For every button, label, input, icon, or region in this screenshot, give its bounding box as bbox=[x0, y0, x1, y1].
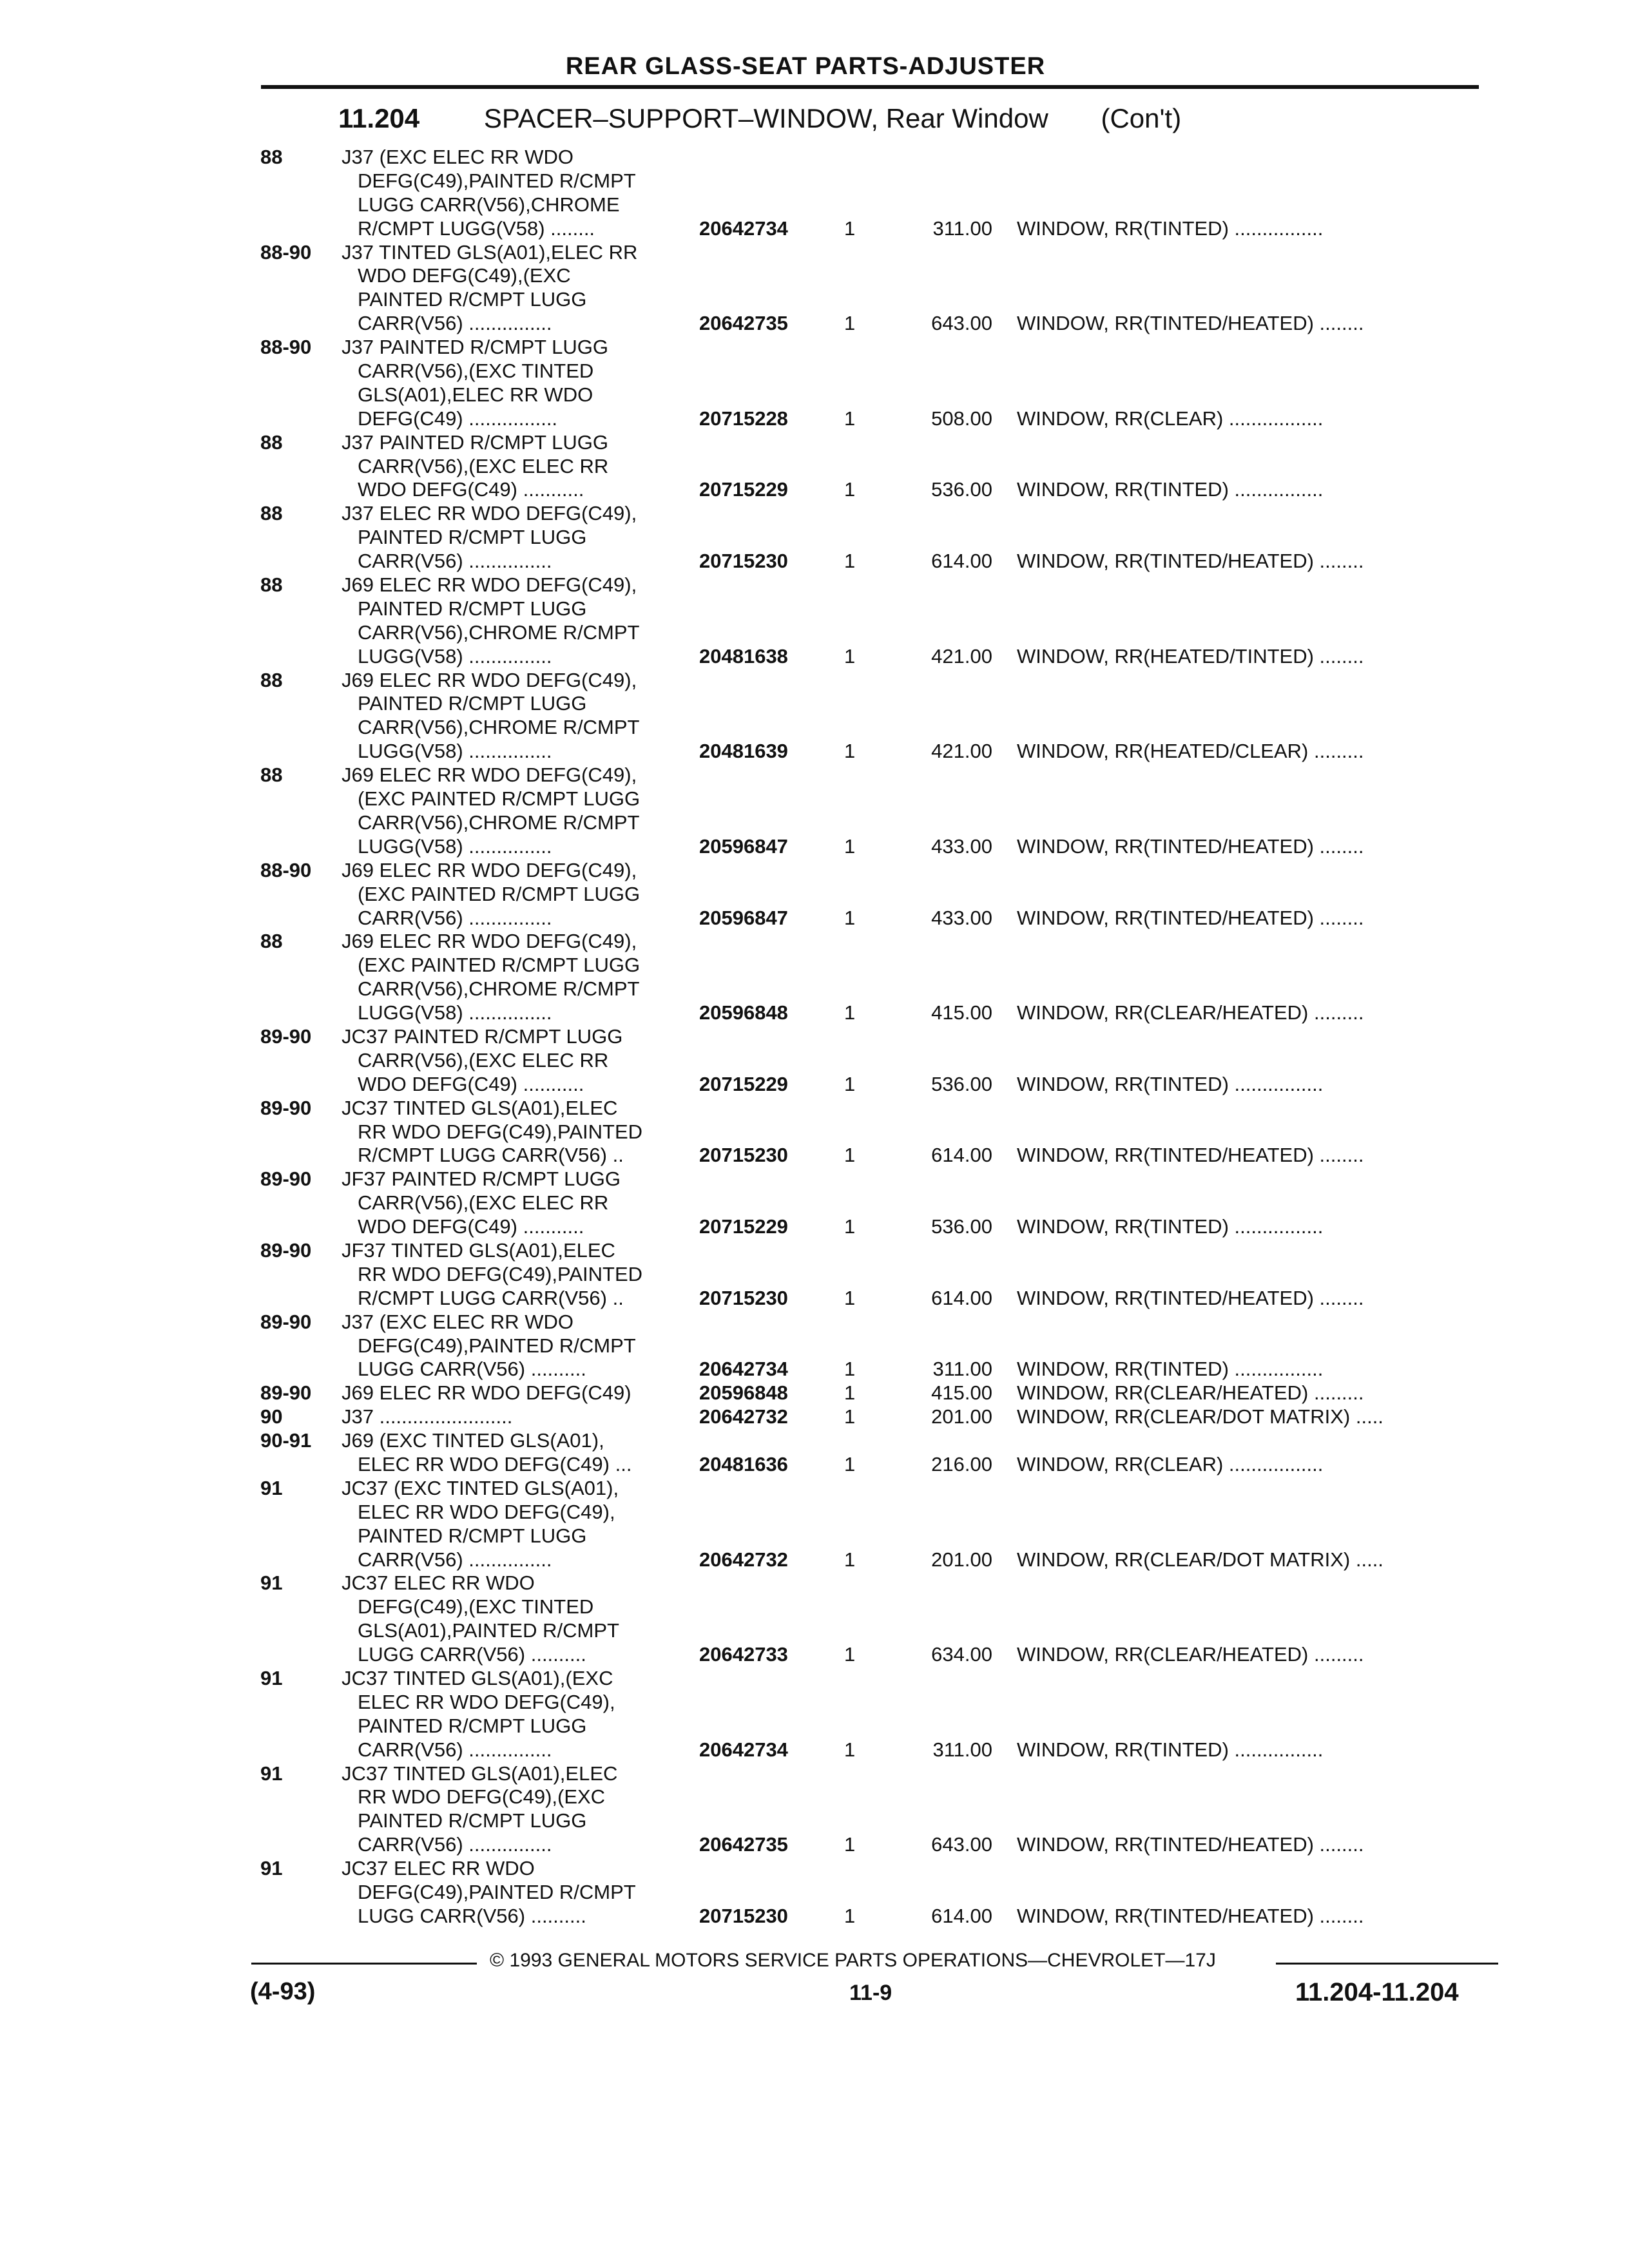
quantity-cell: 1 bbox=[844, 1381, 856, 1405]
description-cell: J37 ELEC RR WDO DEFG(C49), bbox=[342, 502, 637, 525]
table-row bbox=[0, 1287, 1629, 1311]
table-row bbox=[0, 312, 1629, 336]
quantity-cell: 1 bbox=[844, 312, 856, 335]
part-name-cell: WINDOW, RR(TINTED) ................ bbox=[1017, 478, 1324, 501]
part-name-cell: WINDOW, RR(TINTED) ................ bbox=[1017, 216, 1324, 240]
price-cell: 508.00 bbox=[931, 407, 992, 430]
price-cell: 614.00 bbox=[931, 1144, 992, 1167]
table-row bbox=[0, 787, 1629, 811]
quantity-cell: 1 bbox=[844, 1144, 856, 1167]
part-name-cell: WINDOW, RR(TINTED) ................ bbox=[1017, 1738, 1324, 1761]
table-row bbox=[0, 1833, 1629, 1857]
section-heading bbox=[338, 103, 1181, 134]
description-cell: PAINTED R/CMPT LUGG bbox=[358, 692, 587, 715]
table-row bbox=[0, 621, 1629, 645]
part-number-cell: 20642734 bbox=[699, 216, 788, 240]
description-cell: CARR(V56),(EXC ELEC RR bbox=[358, 454, 609, 477]
description-cell: JC37 TINTED GLS(A01),ELEC bbox=[342, 1096, 618, 1119]
description-cell: JC37 (EXC TINTED GLS(A01), bbox=[342, 1476, 619, 1499]
description-cell: (EXC PAINTED R/CMPT LUGG bbox=[358, 882, 641, 905]
description-cell: GLS(A01),ELEC RR WDO bbox=[358, 383, 593, 406]
part-name-cell: WINDOW, RR(HEATED/TINTED) ........ bbox=[1017, 644, 1364, 668]
table-row bbox=[0, 1049, 1629, 1073]
description-cell: JC37 ELEC RR WDO bbox=[342, 1571, 535, 1595]
quantity-cell: 1 bbox=[844, 1548, 856, 1571]
description-cell: CARR(V56),(EXC ELEC RR bbox=[358, 1048, 609, 1072]
quantity-cell: 1 bbox=[844, 1001, 856, 1024]
quantity-cell: 1 bbox=[844, 644, 856, 668]
table-row bbox=[0, 1881, 1629, 1905]
quantity-cell: 1 bbox=[844, 1738, 856, 1761]
table-row bbox=[0, 217, 1629, 241]
year-cell: 88-90 bbox=[260, 240, 312, 264]
year-cell: 89-90 bbox=[260, 1096, 312, 1119]
part-name-cell: WINDOW, RR(TINTED) ................ bbox=[1017, 1358, 1324, 1381]
section-number: 11.204 bbox=[338, 103, 420, 133]
quantity-cell: 1 bbox=[844, 1072, 856, 1095]
description-cell: CARR(V56),CHROME R/CMPT bbox=[358, 620, 640, 644]
quantity-cell: 1 bbox=[844, 1452, 856, 1475]
table-row bbox=[0, 1643, 1629, 1667]
year-cell: 89-90 bbox=[260, 1381, 312, 1405]
description-cell: LUGG CARR(V56) .......... bbox=[358, 1358, 586, 1381]
part-name-cell: WINDOW, RR(CLEAR/DOT MATRIX) ..... bbox=[1017, 1548, 1383, 1571]
table-row bbox=[0, 1311, 1629, 1334]
description-cell: RR WDO DEFG(C49),PAINTED bbox=[358, 1262, 643, 1285]
description-cell: ELEC RR WDO DEFG(C49), bbox=[358, 1500, 615, 1523]
price-cell: 643.00 bbox=[931, 1833, 992, 1856]
table-row bbox=[0, 1595, 1629, 1619]
table-row bbox=[0, 1381, 1629, 1405]
price-cell: 216.00 bbox=[931, 1452, 992, 1475]
table-row bbox=[0, 502, 1629, 526]
description-cell: JC37 TINTED GLS(A01),ELEC bbox=[342, 1762, 618, 1785]
price-cell: 643.00 bbox=[931, 312, 992, 335]
table-row bbox=[0, 1429, 1629, 1453]
table-row bbox=[0, 1762, 1629, 1786]
description-cell: R/CMPT LUGG(V58) ........ bbox=[358, 216, 595, 240]
description-cell: WDO DEFG(C49) ........... bbox=[358, 1215, 584, 1238]
section-description: SPACER–SUPPORT–WINDOW, Rear Window bbox=[483, 103, 1048, 133]
description-cell: (EXC PAINTED R/CMPT LUGG bbox=[358, 954, 641, 977]
quantity-cell: 1 bbox=[844, 740, 856, 763]
price-cell: 311.00 bbox=[932, 1358, 992, 1381]
part-name-cell: WINDOW, RR(CLEAR/HEATED) ......... bbox=[1017, 1643, 1364, 1666]
section-continued: (Con't) bbox=[1101, 103, 1182, 133]
table-row bbox=[0, 1120, 1629, 1144]
table-row bbox=[0, 336, 1629, 360]
table-row bbox=[0, 883, 1629, 907]
table-row bbox=[0, 597, 1629, 621]
table-row bbox=[0, 1144, 1629, 1168]
part-name-cell: WINDOW, RR(TINTED) ................ bbox=[1017, 1215, 1324, 1238]
part-number-cell: 20596847 bbox=[699, 834, 788, 858]
year-cell: 90-91 bbox=[260, 1429, 312, 1452]
table-row bbox=[0, 1001, 1629, 1025]
table-row bbox=[0, 264, 1629, 288]
table-row bbox=[0, 1738, 1629, 1762]
table-row bbox=[0, 716, 1629, 740]
table-row bbox=[0, 977, 1629, 1001]
table-row bbox=[0, 692, 1629, 716]
table-row bbox=[0, 455, 1629, 479]
price-cell: 614.00 bbox=[931, 1904, 992, 1927]
part-number-cell: 20642732 bbox=[699, 1548, 788, 1571]
part-name-cell: WINDOW, RR(TINTED/HEATED) ........ bbox=[1017, 550, 1364, 573]
table-row bbox=[0, 1073, 1629, 1097]
table-row bbox=[0, 1239, 1629, 1263]
description-cell: CARR(V56),CHROME R/CMPT bbox=[358, 811, 640, 834]
year-cell: 88 bbox=[260, 430, 283, 454]
table-row bbox=[0, 360, 1629, 383]
part-name-cell: WINDOW, RR(TINTED/HEATED) ........ bbox=[1017, 312, 1364, 335]
year-cell: 89-90 bbox=[260, 1238, 312, 1262]
quantity-cell: 1 bbox=[844, 1833, 856, 1856]
description-cell: J69 ELEC RR WDO DEFG(C49), bbox=[342, 573, 637, 597]
quantity-cell: 1 bbox=[844, 1286, 856, 1309]
table-row bbox=[0, 478, 1629, 502]
description-cell: RR WDO DEFG(C49),(EXC bbox=[358, 1785, 606, 1809]
description-cell: J37 ........................ bbox=[342, 1405, 513, 1428]
description-cell: LUGG CARR(V56) .......... bbox=[358, 1904, 586, 1927]
table-row bbox=[0, 1715, 1629, 1738]
table-row bbox=[0, 431, 1629, 455]
description-cell: RR WDO DEFG(C49),PAINTED bbox=[358, 1120, 643, 1143]
description-cell: PAINTED R/CMPT LUGG bbox=[358, 1524, 587, 1547]
description-cell: ELEC RR WDO DEFG(C49), bbox=[358, 1690, 615, 1713]
table-row bbox=[0, 954, 1629, 977]
price-cell: 201.00 bbox=[931, 1548, 992, 1571]
year-cell: 88-90 bbox=[260, 336, 312, 359]
description-cell: PAINTED R/CMPT LUGG bbox=[358, 526, 587, 549]
price-cell: 614.00 bbox=[931, 550, 992, 573]
year-cell: 88 bbox=[260, 930, 283, 953]
part-name-cell: WINDOW, RR(HEATED/CLEAR) ......... bbox=[1017, 740, 1364, 763]
year-cell: 88 bbox=[260, 573, 283, 597]
quantity-cell: 1 bbox=[844, 1405, 856, 1428]
description-cell: DEFG(C49),PAINTED R/CMPT bbox=[358, 1881, 636, 1904]
price-cell: 311.00 bbox=[932, 216, 992, 240]
description-cell: JC37 ELEC RR WDO bbox=[342, 1857, 535, 1880]
part-number-cell: 20715230 bbox=[699, 550, 788, 573]
description-cell: J69 ELEC RR WDO DEFG(C49), bbox=[342, 930, 637, 953]
table-row bbox=[0, 907, 1629, 930]
table-row bbox=[0, 835, 1629, 859]
description-cell: DEFG(C49) ................ bbox=[358, 407, 558, 430]
year-cell: 89-90 bbox=[260, 1024, 312, 1048]
description-cell: LUGG(V58) ............... bbox=[358, 644, 552, 668]
part-name-cell: WINDOW, RR(TINTED/HEATED) ........ bbox=[1017, 906, 1364, 929]
year-cell: 91 bbox=[260, 1762, 283, 1785]
description-cell: DEFG(C49),PAINTED R/CMPT bbox=[358, 169, 636, 192]
year-cell: 91 bbox=[260, 1571, 283, 1595]
year-cell: 88 bbox=[260, 764, 283, 787]
part-number-cell: 20481636 bbox=[699, 1452, 788, 1475]
part-number-cell: 20715230 bbox=[699, 1904, 788, 1927]
price-cell: 614.00 bbox=[931, 1286, 992, 1309]
description-cell: J37 (EXC ELEC RR WDO bbox=[342, 146, 574, 168]
part-number-cell: 20596848 bbox=[699, 1381, 788, 1405]
table-row bbox=[0, 930, 1629, 954]
description-cell: J69 ELEC RR WDO DEFG(C49), bbox=[342, 668, 637, 691]
price-cell: 433.00 bbox=[931, 906, 992, 929]
quantity-cell: 1 bbox=[844, 550, 856, 573]
description-cell: CARR(V56) ............... bbox=[358, 550, 552, 573]
part-number-cell: 20715230 bbox=[699, 1286, 788, 1309]
footer-copyright: © 1993 GENERAL MOTORS SERVICE PARTS OPERATIONS—CHEVROLET—17J bbox=[490, 1950, 1216, 1971]
header-rule bbox=[261, 85, 1479, 89]
table-row bbox=[0, 146, 1629, 169]
quantity-cell: 1 bbox=[844, 1643, 856, 1666]
year-cell: 88 bbox=[260, 502, 283, 525]
table-row bbox=[0, 1263, 1629, 1287]
price-cell: 415.00 bbox=[931, 1001, 992, 1024]
table-row bbox=[0, 1405, 1629, 1429]
part-number-cell: 20642732 bbox=[699, 1405, 788, 1428]
description-cell: J37 (EXC ELEC RR WDO bbox=[342, 1310, 574, 1333]
part-name-cell: WINDOW, RR(CLEAR) ................. bbox=[1017, 407, 1324, 430]
table-row bbox=[0, 1619, 1629, 1643]
part-name-cell: WINDOW, RR(TINTED/HEATED) ........ bbox=[1017, 834, 1364, 858]
table-row bbox=[0, 645, 1629, 669]
price-cell: 536.00 bbox=[931, 1215, 992, 1238]
footer-rule-right bbox=[1276, 1963, 1498, 1965]
description-cell: PAINTED R/CMPT LUGG bbox=[358, 1809, 587, 1832]
part-number-cell: 20715228 bbox=[699, 407, 788, 430]
description-cell: DEFG(C49),PAINTED R/CMPT bbox=[358, 1334, 636, 1357]
part-number-cell: 20481639 bbox=[699, 740, 788, 763]
price-cell: 536.00 bbox=[931, 1072, 992, 1095]
description-cell: CARR(V56) ............... bbox=[358, 1833, 552, 1856]
part-number-cell: 20596848 bbox=[699, 1001, 788, 1024]
year-cell: 89-90 bbox=[260, 1168, 312, 1191]
part-name-cell: WINDOW, RR(CLEAR/DOT MATRIX) ..... bbox=[1017, 1405, 1383, 1428]
year-cell: 88 bbox=[260, 668, 283, 691]
price-cell: 311.00 bbox=[932, 1738, 992, 1761]
table-row bbox=[0, 1809, 1629, 1833]
table-row bbox=[0, 383, 1629, 407]
page-header-title: REAR GLASS-SEAT PARTS-ADJUSTER bbox=[565, 53, 1046, 80]
year-cell: 90 bbox=[260, 1405, 283, 1428]
price-cell: 421.00 bbox=[931, 740, 992, 763]
table-row bbox=[0, 740, 1629, 764]
table-row bbox=[0, 573, 1629, 597]
description-cell: CARR(V56) ............... bbox=[358, 1548, 552, 1571]
description-cell: LUGG(V58) ............... bbox=[358, 740, 552, 763]
description-cell: CARR(V56),CHROME R/CMPT bbox=[358, 977, 640, 1001]
table-row bbox=[0, 669, 1629, 693]
table-row bbox=[0, 550, 1629, 573]
footer-page-number: 11-9 bbox=[849, 1981, 892, 2005]
table-row bbox=[0, 1097, 1629, 1120]
part-number-cell: 20715230 bbox=[699, 1144, 788, 1167]
description-cell: WDO DEFG(C49),(EXC bbox=[358, 264, 571, 287]
part-name-cell: WINDOW, RR(CLEAR/HEATED) ......... bbox=[1017, 1001, 1364, 1024]
description-cell: JF37 TINTED GLS(A01),ELEC bbox=[342, 1238, 615, 1262]
description-cell: J69 (EXC TINTED GLS(A01), bbox=[342, 1429, 604, 1452]
description-cell: LUGG CARR(V56),CHROME bbox=[358, 193, 620, 216]
part-name-cell: WINDOW, RR(TINTED) ................ bbox=[1017, 1072, 1324, 1095]
description-cell: PAINTED R/CMPT LUGG bbox=[358, 1714, 587, 1737]
description-cell: LUGG(V58) ............... bbox=[358, 834, 552, 858]
description-cell: J37 PAINTED R/CMPT LUGG bbox=[342, 336, 608, 359]
table-row bbox=[0, 1667, 1629, 1691]
parts-table bbox=[0, 146, 1629, 1928]
part-name-cell: WINDOW, RR(TINTED/HEATED) ........ bbox=[1017, 1833, 1364, 1856]
table-row bbox=[0, 764, 1629, 787]
price-cell: 421.00 bbox=[931, 644, 992, 668]
table-row bbox=[0, 407, 1629, 431]
quantity-cell: 1 bbox=[844, 906, 856, 929]
part-number-cell: 20715229 bbox=[699, 1215, 788, 1238]
table-row bbox=[0, 1501, 1629, 1524]
table-row bbox=[0, 526, 1629, 550]
part-number-cell: 20642735 bbox=[699, 312, 788, 335]
table-row bbox=[0, 1905, 1629, 1928]
year-cell: 91 bbox=[260, 1857, 283, 1880]
table-row bbox=[0, 1215, 1629, 1239]
quantity-cell: 1 bbox=[844, 478, 856, 501]
part-name-cell: WINDOW, RR(TINTED/HEATED) ........ bbox=[1017, 1286, 1364, 1309]
part-number-cell: 20642734 bbox=[699, 1358, 788, 1381]
description-cell: JF37 PAINTED R/CMPT LUGG bbox=[342, 1168, 621, 1191]
description-cell: PAINTED R/CMPT LUGG bbox=[358, 288, 587, 311]
quantity-cell: 1 bbox=[844, 1904, 856, 1927]
footer-date: (4-93) bbox=[250, 1978, 316, 2005]
description-cell: J69 ELEC RR WDO DEFG(C49), bbox=[342, 764, 637, 787]
description-cell: J37 PAINTED R/CMPT LUGG bbox=[342, 430, 608, 454]
table-row bbox=[0, 169, 1629, 193]
description-cell: ELEC RR WDO DEFG(C49) ... bbox=[358, 1452, 632, 1475]
table-row bbox=[0, 1168, 1629, 1191]
table-row bbox=[0, 1548, 1629, 1572]
part-number-cell: 20596847 bbox=[699, 906, 788, 929]
price-cell: 433.00 bbox=[931, 834, 992, 858]
description-cell: CARR(V56) ............... bbox=[358, 906, 552, 929]
description-cell: LUGG CARR(V56) .......... bbox=[358, 1643, 586, 1666]
part-number-cell: 20642735 bbox=[699, 1833, 788, 1856]
description-cell: CARR(V56) ............... bbox=[358, 312, 552, 335]
table-row bbox=[0, 1571, 1629, 1595]
description-cell: R/CMPT LUGG CARR(V56) .. bbox=[358, 1286, 624, 1309]
description-cell: DEFG(C49),(EXC TINTED bbox=[358, 1595, 594, 1619]
table-row bbox=[0, 1477, 1629, 1501]
price-cell: 536.00 bbox=[931, 478, 992, 501]
part-number-cell: 20715229 bbox=[699, 478, 788, 501]
description-cell: GLS(A01),PAINTED R/CMPT bbox=[358, 1619, 619, 1642]
table-row bbox=[0, 1025, 1629, 1049]
part-name-cell: WINDOW, RR(TINTED/HEATED) ........ bbox=[1017, 1144, 1364, 1167]
table-row bbox=[0, 1857, 1629, 1881]
description-cell: CARR(V56),CHROME R/CMPT bbox=[358, 716, 640, 739]
year-cell: 89-90 bbox=[260, 1310, 312, 1333]
quantity-cell: 1 bbox=[844, 834, 856, 858]
table-row bbox=[0, 1358, 1629, 1381]
part-number-cell: 20642733 bbox=[699, 1643, 788, 1666]
table-row bbox=[0, 811, 1629, 835]
table-row bbox=[0, 1191, 1629, 1215]
description-cell: LUGG(V58) ............... bbox=[358, 1001, 552, 1024]
description-cell: J69 ELEC RR WDO DEFG(C49), bbox=[342, 858, 637, 881]
table-row bbox=[0, 1785, 1629, 1809]
description-cell: JC37 PAINTED R/CMPT LUGG bbox=[342, 1024, 623, 1048]
part-name-cell: WINDOW, RR(TINTED/HEATED) ........ bbox=[1017, 1904, 1364, 1927]
table-row bbox=[0, 1691, 1629, 1715]
description-cell: (EXC PAINTED R/CMPT LUGG bbox=[358, 787, 641, 811]
part-name-cell: WINDOW, RR(CLEAR) ................. bbox=[1017, 1452, 1324, 1475]
table-row bbox=[0, 1334, 1629, 1358]
part-number-cell: 20481638 bbox=[699, 644, 788, 668]
quantity-cell: 1 bbox=[844, 1358, 856, 1381]
description-cell: CARR(V56) ............... bbox=[358, 1738, 552, 1761]
price-cell: 415.00 bbox=[931, 1381, 992, 1405]
footer-rule-left bbox=[251, 1963, 477, 1965]
table-row bbox=[0, 288, 1629, 312]
year-cell: 91 bbox=[260, 1476, 283, 1499]
quantity-cell: 1 bbox=[844, 407, 856, 430]
description-cell: WDO DEFG(C49) ........... bbox=[358, 1072, 584, 1095]
part-name-cell: WINDOW, RR(CLEAR/HEATED) ......... bbox=[1017, 1381, 1364, 1405]
price-cell: 201.00 bbox=[931, 1405, 992, 1428]
year-cell: 88-90 bbox=[260, 858, 312, 881]
footer-section-range: 11.204-11.204 bbox=[1295, 1978, 1459, 2006]
quantity-cell: 1 bbox=[844, 1215, 856, 1238]
year-cell: 91 bbox=[260, 1667, 283, 1689]
description-cell: JC37 TINTED GLS(A01),(EXC bbox=[342, 1667, 613, 1689]
quantity-cell: 1 bbox=[844, 216, 856, 240]
part-number-cell: 20642734 bbox=[699, 1738, 788, 1761]
table-row bbox=[0, 859, 1629, 883]
table-row bbox=[0, 193, 1629, 217]
description-cell: CARR(V56),(EXC ELEC RR bbox=[358, 1191, 609, 1215]
description-cell: J37 TINTED GLS(A01),ELEC RR bbox=[342, 240, 638, 264]
price-cell: 634.00 bbox=[931, 1643, 992, 1666]
description-cell: CARR(V56),(EXC TINTED bbox=[358, 360, 594, 383]
description-cell: WDO DEFG(C49) ........... bbox=[358, 478, 584, 501]
description-cell: J69 ELEC RR WDO DEFG(C49) bbox=[342, 1381, 631, 1405]
table-row bbox=[0, 241, 1629, 265]
description-cell: PAINTED R/CMPT LUGG bbox=[358, 597, 587, 620]
table-row bbox=[0, 1453, 1629, 1477]
part-number-cell: 20715229 bbox=[699, 1072, 788, 1095]
year-cell: 88 bbox=[260, 146, 283, 168]
description-cell: R/CMPT LUGG CARR(V56) .. bbox=[358, 1144, 624, 1167]
table-row bbox=[0, 1524, 1629, 1548]
